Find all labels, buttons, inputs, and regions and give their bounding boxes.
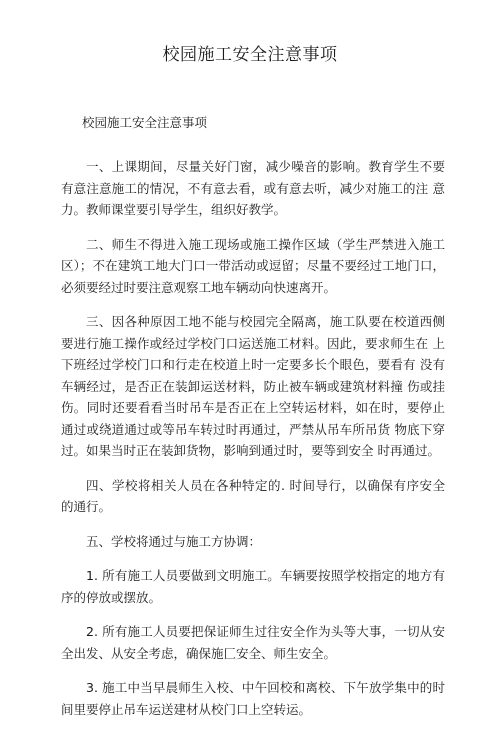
document-body	[61, 156, 445, 733]
paragraph-1: 一、上课期间，尽量关好门窗，减少噪音的影响。教育学生不要 有意注意施工的情况，不有意去看，或有意去听，减少对施工的注 意力。教师课堂要引导学生，组织好教学。	[61, 159, 445, 217]
document-title: 校园施工安全注意事项	[162, 45, 338, 65]
paragraph-7: 2. 所有施工人员要把保证师生过往安全作为头等大事，一切从安 全出发、从安全考虑，确保施匚安全、师生安全。	[61, 624, 445, 661]
paragraph-2: 二、师生不得进入施工现场或施工操作区域（学生严禁进入施工 区）；不在建筑工地大门口一带活动或逗留；尽量不要经过工地门口，必须要经过时要注意观察工地车辆动向快速离开。	[61, 236, 445, 295]
document-subtitle: 校园施工安全注意事项	[82, 115, 208, 130]
paragraph-6: 1. 所有施工人员要做到文明施工。车辆要按照学校指定的地方有 序的停放或摆放。	[61, 568, 445, 605]
paragraph-4: 四、学校将相关人员在各种特定的. 时间导行，以确保有序安全 的通行。	[61, 477, 445, 514]
paragraph-8: 3. 施工中当早晨师生入校、中午回校和离校、下午放学集中的时 间里要停止吊车运送建材从校门口上空转运。	[61, 680, 445, 717]
paragraph-3: 三、因各种原因工地不能与校园完全隔离，施工队要在校道西侧 要进行施工操作或经过学校门口运送施工材料。因此，要求师生在 上下班经过学校门口和行走在校道上时一定要多长个眼色，要看有 没有车辆经过，是否正在装卸运送材料，防止被车辆或建筑材料撞 伤或挂伤。同时还要看看当时吊车是否正在上空转运材料，如在时，要停止通过或绕道通过或等吊车转过时再通过，严禁从吊车所吊货 物底下穿过。如果当时正在装卸货物，影响到通过时，要等到安全 时再通过。	[61, 314, 445, 458]
paragraph-5: 五、学校将通过与施工方协调：	[86, 533, 262, 549]
